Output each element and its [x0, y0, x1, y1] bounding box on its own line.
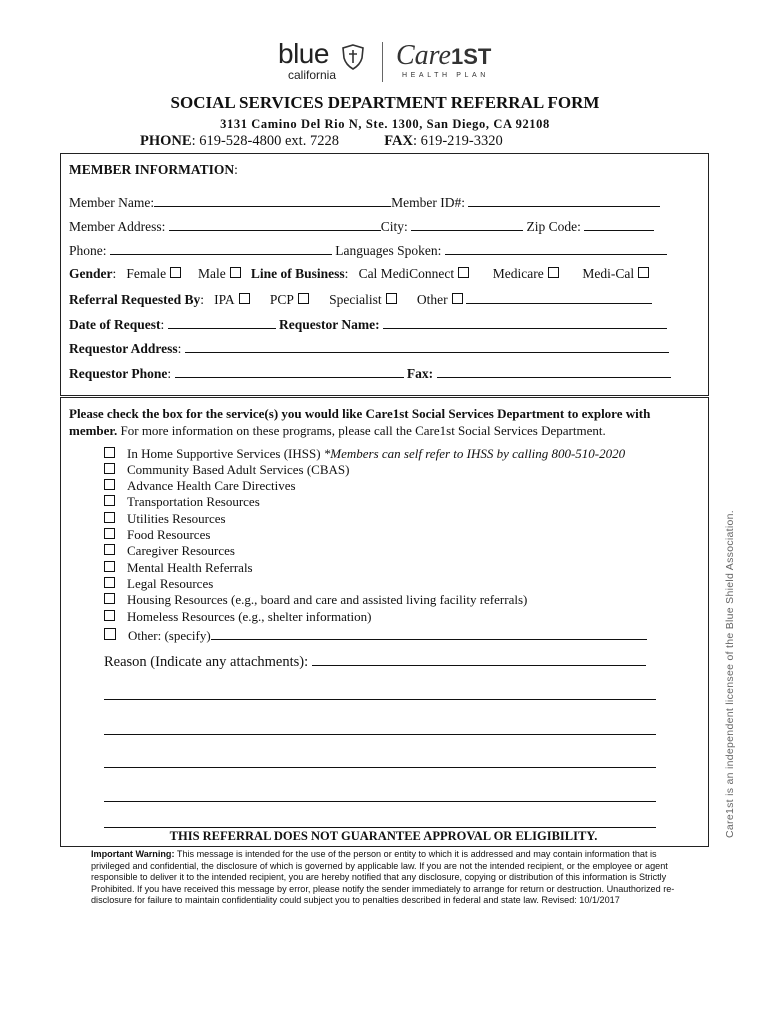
- service-label: Community Based Adult Services (CBAS): [127, 462, 350, 477]
- service-label: Mental Health Referrals: [127, 560, 253, 575]
- referral-label: Referral Requested By: [69, 292, 201, 307]
- service-directives-checkbox[interactable]: [104, 479, 115, 490]
- service-other: [104, 627, 647, 644]
- shield-icon: [342, 44, 364, 70]
- licensee-side-note: Care1st is an independent licensee of the Blue Shield Association.: [724, 509, 736, 838]
- member-id-field[interactable]: [468, 194, 660, 207]
- service-caregiver-checkbox[interactable]: [104, 544, 115, 555]
- lob-cmc-checkbox[interactable]: [458, 267, 469, 278]
- service-item: [104, 560, 253, 576]
- lob-cmc-label: Cal MediConnect: [358, 266, 455, 281]
- service-label: Housing Resources (e.g., board and care and assisted living facility referrals): [127, 592, 528, 607]
- requestor-address-field[interactable]: [185, 340, 669, 353]
- requestor-phone-field[interactable]: [175, 365, 404, 378]
- fax-label: FAX: [384, 133, 413, 149]
- blue-california-subword: california: [288, 68, 337, 82]
- service-label: Homeless Resources (e.g., shelter information): [127, 609, 372, 624]
- referral-pcp-checkbox[interactable]: [298, 293, 309, 304]
- city-field[interactable]: [411, 218, 523, 231]
- service-label: Food Resources: [127, 527, 211, 542]
- service-ihss: [104, 446, 625, 462]
- service-item: [104, 543, 235, 559]
- requestor-fax-field[interactable]: [437, 365, 671, 378]
- services-intro-bold: Please check the box for the service(s) you would like Care1st Social Services Department to explore with member.: [69, 406, 651, 438]
- referral-specialist-label: Specialist: [329, 292, 382, 307]
- requestor-fax-label: Fax:: [406, 366, 434, 381]
- blue-california-wordmark: blue: [278, 38, 329, 69]
- service-food-checkbox[interactable]: [104, 528, 115, 539]
- phone-label: PHONE: [140, 133, 192, 149]
- logo-divider: [382, 42, 383, 82]
- member-info-heading: [69, 162, 238, 178]
- reason-line[interactable]: [104, 801, 656, 802]
- member-address-field[interactable]: [169, 218, 381, 231]
- lob-medical-checkbox[interactable]: [638, 267, 649, 278]
- service-item: [104, 494, 260, 510]
- service-item: [104, 592, 527, 608]
- reason-line[interactable]: [104, 734, 656, 735]
- logo: [278, 40, 518, 84]
- service-label: Transportation Resources: [127, 494, 260, 509]
- member-name-field[interactable]: [154, 194, 391, 207]
- phone-value: : 619-528-4800 ext. 7228: [191, 133, 339, 149]
- form-address: 3131 Camino Del Rio N, Ste. 1300, San Diego, CA 92108: [220, 117, 550, 131]
- warning-label: Important Warning:: [91, 849, 175, 859]
- requestor-phone-label: Requestor Phone: [69, 366, 168, 381]
- service-mental-health-checkbox[interactable]: [104, 561, 115, 572]
- service-item: [104, 609, 371, 625]
- gender-male-checkbox[interactable]: [230, 267, 241, 278]
- lob-label: Line of Business: [250, 266, 345, 281]
- member-phone-label: Phone:: [69, 243, 107, 258]
- date-label: Date of Request: [69, 317, 161, 332]
- no-guarantee-notice: THIS REFERRAL DOES NOT GUARANTEE APPROVAL OR ELIGIBILITY.: [169, 829, 598, 843]
- service-other-label: Other: (specify): [128, 628, 211, 643]
- gender-female-label: Female: [126, 266, 167, 281]
- service-item: [104, 462, 349, 478]
- referral-specialist-checkbox[interactable]: [386, 293, 397, 304]
- member-info-heading-colon: :: [234, 162, 238, 177]
- service-ihss-label: In Home Supportive Services (IHSS): [127, 446, 324, 461]
- care1st-wordmark: [396, 40, 491, 72]
- service-label: Caregiver Resources: [127, 543, 235, 558]
- gender-lob-row: Gender: Female Male Line of Business: Cal MediConnect Medicare Medi-Cal: [69, 266, 649, 282]
- form-title: SOCIAL SERVICES DEPARTMENT REFERRAL FORM: [170, 93, 600, 112]
- referral-other-checkbox[interactable]: [452, 293, 463, 304]
- gender-female-checkbox[interactable]: [170, 267, 181, 278]
- city-label: City:: [380, 219, 408, 234]
- languages-label: Languages Spoken:: [335, 243, 442, 258]
- care-word: Care: [396, 40, 451, 71]
- referral-row: Referral Requested By: IPA PCP Specialist Other: [69, 291, 652, 308]
- reason-field[interactable]: [312, 653, 646, 666]
- service-other-checkbox[interactable]: [104, 628, 116, 640]
- member-address-row: [69, 218, 654, 235]
- member-name-label: Member Name:: [69, 195, 155, 210]
- lob-medicare-label: Medicare: [492, 266, 544, 281]
- service-utilities-checkbox[interactable]: [104, 512, 115, 523]
- warning-text: This message is intended for the use of the person or entity to which it is addressed and may contain information that is privileged and confidential, the disclosure of which is governed by applicable law. If you are not the intended recipient, or the employee or agent responsible to deliver it to the intended recipient, you are hereby notified that any disclosure, copying or distribution of this information is Strictly Prohibited. If you have received this message by error, please notify the sender immediately to arrange for return or destruction. Unauthorized re-disclosure for failure to maintain confidentiality could subject you to penalties described in federal and state law. Revised: 10/1/2017: [91, 849, 675, 905]
- service-item: [104, 527, 210, 543]
- date-field[interactable]: [168, 316, 276, 329]
- zip-field[interactable]: [584, 218, 654, 231]
- reason-row: [104, 653, 646, 671]
- fax-value: : 619-219-3320: [412, 133, 503, 149]
- member-info-heading-text: MEMBER INFORMATION: [69, 162, 235, 177]
- reason-line[interactable]: [104, 767, 656, 768]
- service-item: [104, 511, 226, 527]
- service-ihss-checkbox[interactable]: [104, 447, 115, 458]
- reason-line[interactable]: [104, 699, 656, 700]
- services-intro-rest: For more information on these programs, please call the Care1st Social Services Department.: [117, 423, 606, 438]
- service-item: [104, 478, 296, 494]
- contact-line: [140, 133, 503, 150]
- service-label: Advance Health Care Directives: [127, 478, 296, 493]
- referral-other-field[interactable]: [466, 291, 652, 304]
- reason-label: Reason (Indicate any attachments):: [104, 654, 312, 670]
- reason-line[interactable]: [104, 827, 656, 828]
- requestor-phone-row: Requestor Phone: Fax:: [69, 365, 671, 382]
- service-housing-checkbox[interactable]: [104, 593, 115, 604]
- phone-row: [69, 242, 667, 259]
- member-address-label: Member Address:: [69, 219, 166, 234]
- referral-ipa-label: IPA: [214, 292, 235, 307]
- requestor-name-label: Requestor Name:: [279, 317, 380, 332]
- gender-male-label: Male: [198, 266, 226, 281]
- lob-medicare-checkbox[interactable]: [548, 267, 559, 278]
- care-sup: 1ST: [450, 44, 492, 69]
- lob-medical-label: Medi-Cal: [582, 266, 635, 281]
- languages-field[interactable]: [445, 242, 667, 255]
- requestor-name-field[interactable]: [383, 316, 667, 329]
- gender-label: Gender: [69, 266, 113, 281]
- date-requestor-row: Date of Request: Requestor Name:: [69, 316, 667, 333]
- important-warning: [91, 849, 691, 907]
- service-label: Legal Resources: [127, 576, 214, 591]
- service-transportation-checkbox[interactable]: [104, 495, 115, 506]
- service-label: Utilities Resources: [127, 511, 226, 526]
- requestor-address-row: Requestor Address:: [69, 340, 669, 357]
- services-intro: [69, 405, 699, 439]
- service-homeless-checkbox[interactable]: [104, 610, 115, 621]
- requestor-address-label: Requestor Address: [69, 341, 178, 356]
- zip-label: Zip Code:: [526, 219, 581, 234]
- service-cbas-checkbox[interactable]: [104, 463, 115, 474]
- service-item: [104, 576, 213, 592]
- service-ihss-note: *Members can self refer to IHSS by calling 800-510-2020: [323, 446, 626, 461]
- member-phone-field[interactable]: [110, 242, 332, 255]
- health-plan-subword: HEALTH PLAN: [402, 72, 489, 79]
- service-other-field[interactable]: [211, 627, 647, 640]
- referral-other-label: Other: [416, 292, 448, 307]
- referral-pcp-label: PCP: [269, 292, 294, 307]
- member-name-row: [69, 194, 660, 211]
- referral-ipa-checkbox[interactable]: [239, 293, 250, 304]
- service-legal-checkbox[interactable]: [104, 577, 115, 588]
- member-id-label: Member ID#:: [391, 195, 465, 210]
